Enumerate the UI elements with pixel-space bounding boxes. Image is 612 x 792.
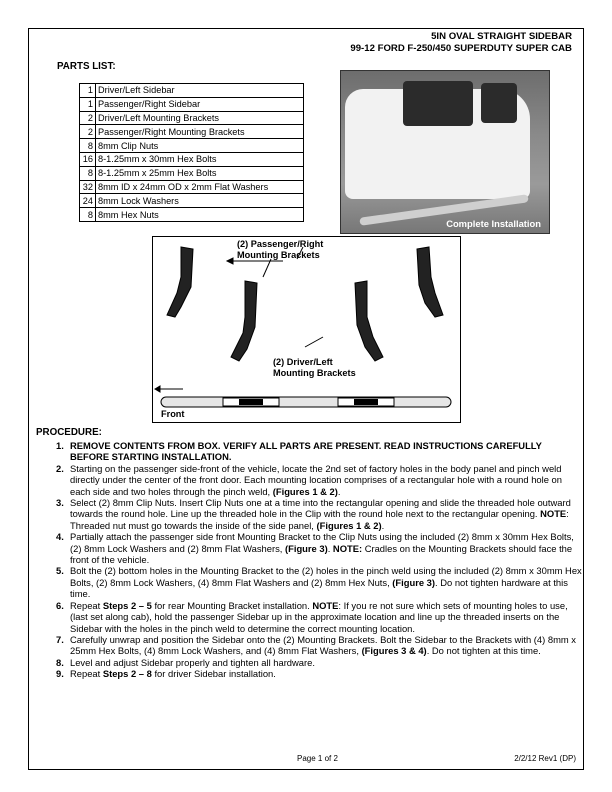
parts-row <box>80 84 304 98</box>
part-qty: 1 <box>80 97 96 111</box>
parts-row <box>80 111 304 125</box>
step-text: . Do not tighten at this time. <box>426 645 541 657</box>
part-qty: 8 <box>80 139 96 153</box>
step-text: Steps 2 – 8 <box>102 668 152 680</box>
procedure-step <box>50 600 582 634</box>
step-text: for rear Mounting Bracket installation. <box>151 599 313 611</box>
procedure-step <box>50 497 582 531</box>
step-text: . Do not tighten hardware at this time. <box>70 576 568 600</box>
procedure-step <box>50 668 582 679</box>
step-number: 2. <box>56 462 64 474</box>
bracket-4 <box>417 247 443 317</box>
step-number: 5. <box>56 565 64 577</box>
step-text: . <box>337 485 341 497</box>
bracket-3 <box>355 281 383 361</box>
step-text: for driver Sidebar installation. <box>151 668 276 680</box>
complete-installation-photo <box>340 70 550 234</box>
step-text: Partially attach the passenger side front Mounting Bracket to the Clip Nuts using the included (2) 8mm x 30mm Hex Bolts, (2) 8mm Lock Washers and (2) 8mm Flat Washers, <box>70 531 574 554</box>
part-qty: 24 <box>80 194 96 208</box>
revision-date: 2/2/12 Rev1 (DP) <box>514 754 576 763</box>
step-text: Starting on the passenger side-front of the vehicle, locate the 2nd set of factory holes in the body panel and pinch weld directly under the center of the front door. Each mounting location comprises of a rectangular hole with a round hole on each side and two holes through the pinch weld, <box>70 462 562 497</box>
bracket-1 <box>167 247 193 317</box>
parts-row <box>80 208 304 222</box>
truck-rear-window <box>481 83 517 123</box>
procedure-step <box>50 634 582 657</box>
passenger-brackets-label: (2) Passenger/Right Mounting Brackets <box>237 239 324 260</box>
part-description: Driver/Left Mounting Brackets <box>96 111 304 125</box>
step-text: : If you re not sure which sets of mounting holes to use, (last set along cab), hold the passenger Sidebar up in the approximate location and line up the threaded inserts on the Sidebar with the holes in the pinch weld to determine the correct mounting location. <box>70 599 568 634</box>
part-qty: 8 <box>80 166 96 180</box>
step-text: (Figure 3) <box>284 542 328 554</box>
parts-row <box>80 152 304 166</box>
step-text: NOTE: <box>332 542 363 554</box>
part-qty: 1 <box>80 84 96 98</box>
step-number: 7. <box>56 633 64 645</box>
step-text: NOTE <box>540 508 567 520</box>
procedure-step <box>50 657 582 668</box>
step-text: . <box>381 519 385 531</box>
procedure-step <box>50 463 582 497</box>
step-text: Cradles on the Mounting Brackets should face the front of the vehicle. <box>70 542 573 566</box>
photo-caption: Complete Installation <box>446 218 541 229</box>
product-title: 5IN OVAL STRAIGHT SIDEBAR <box>431 31 572 42</box>
sidebar-illustration <box>161 397 451 407</box>
step-text: Repeat <box>70 668 103 680</box>
part-qty: 2 <box>80 125 96 139</box>
part-description: 8-1.25mm x 30mm Hex Bolts <box>96 152 304 166</box>
procedure-step <box>50 531 582 565</box>
part-description: Passenger/Right Mounting Brackets <box>96 125 304 139</box>
step-text: Bolt the (2) bottom holes in the Mounting Bracket to the (2) holes in the pinch weld using the included (2) 8mm x 30mm Hex Bolts, (2) 8mm Lock Washers, (4) 8mm Flat Washers and (2) 8mm Hex Nuts, <box>70 565 582 588</box>
part-description: 8mm ID x 24mm OD x 2mm Flat Washers <box>96 180 304 194</box>
step-number: 1. <box>56 440 64 451</box>
parts-row <box>80 166 304 180</box>
parts-row <box>80 194 304 208</box>
parts-list-table <box>79 83 304 222</box>
parts-row <box>80 97 304 111</box>
parts-row <box>80 180 304 194</box>
step-number: 3. <box>56 497 64 509</box>
part-description: 8-1.25mm x 25mm Hex Bolts <box>96 166 304 180</box>
procedure-steps <box>50 440 582 680</box>
step-text: Level and adjust Sidebar properly and tighten all hardware. <box>70 656 315 668</box>
truck-window <box>403 81 473 126</box>
parts-row <box>80 125 304 139</box>
step-text: Repeat <box>70 599 103 611</box>
parts-diagram <box>152 236 461 423</box>
page-number: Page 1 of 2 <box>297 754 338 763</box>
step-text: Carefully unwrap and position the Sidebar onto the (2) Mounting Brackets. Bolt the Sidebar to the Brackets with (4) 8mm x 25mm Hex Bolts, (4) 8mm Lock Washers, and (4) 8mm Flat Washers, <box>70 633 576 657</box>
parts-list-title: PARTS LIST: <box>57 61 116 72</box>
brackets-illustration <box>153 237 460 422</box>
step-text: (Figures 3 & 4) <box>361 645 427 657</box>
step-text: (Figures 1 & 2) <box>316 519 382 531</box>
parts-row <box>80 139 304 153</box>
step-text: : Threaded nut must go towards the inside of the side panel, <box>70 508 569 531</box>
front-label: Front <box>161 409 185 419</box>
step-text: (Figure 3) <box>392 576 436 588</box>
vehicle-fitment: 99-12 FORD F-250/450 SUPERDUTY SUPER CAB <box>350 43 572 54</box>
document-header <box>350 31 572 55</box>
step-text: NOTE <box>312 599 339 611</box>
step-text: REMOVE CONTENTS FROM BOX. VERIFY ALL PARTS ARE PRESENT. READ INSTRUCTIONS CAREFULLY BEFORE STARTING INSTALLATION. <box>70 440 542 463</box>
driver-brackets-label: (2) Driver/Left Mounting Brackets <box>273 357 356 378</box>
part-description: Driver/Left Sidebar <box>96 84 304 98</box>
procedure-step <box>50 440 582 463</box>
bracket-2 <box>231 281 257 361</box>
part-description: 8mm Hex Nuts <box>96 208 304 222</box>
part-qty: 16 <box>80 152 96 166</box>
part-description: 8mm Lock Washers <box>96 194 304 208</box>
part-description: Passenger/Right Sidebar <box>96 97 304 111</box>
part-qty: 2 <box>80 111 96 125</box>
procedure-title: PROCEDURE: <box>36 427 102 438</box>
step-number: 4. <box>56 531 64 543</box>
step-text: (Figures 1 & 2) <box>272 485 338 497</box>
step-number: 9. <box>56 668 64 680</box>
step-text: Select (2) 8mm Clip Nuts. Insert Clip Nuts one at a time into the rectangular opening and slide the threaded hole outward towards the round hole. Line up the threaded hole in the Clip with the round hole next to the rectangular opening. <box>70 497 571 520</box>
part-qty: 8 <box>80 208 96 222</box>
step-text: . <box>327 542 333 554</box>
part-description: 8mm Clip Nuts <box>96 139 304 153</box>
step-text: Steps 2 – 5 <box>102 599 152 611</box>
step-number: 8. <box>56 656 64 668</box>
part-qty: 32 <box>80 180 96 194</box>
step-number: 6. <box>56 599 64 611</box>
procedure-step <box>50 565 582 599</box>
